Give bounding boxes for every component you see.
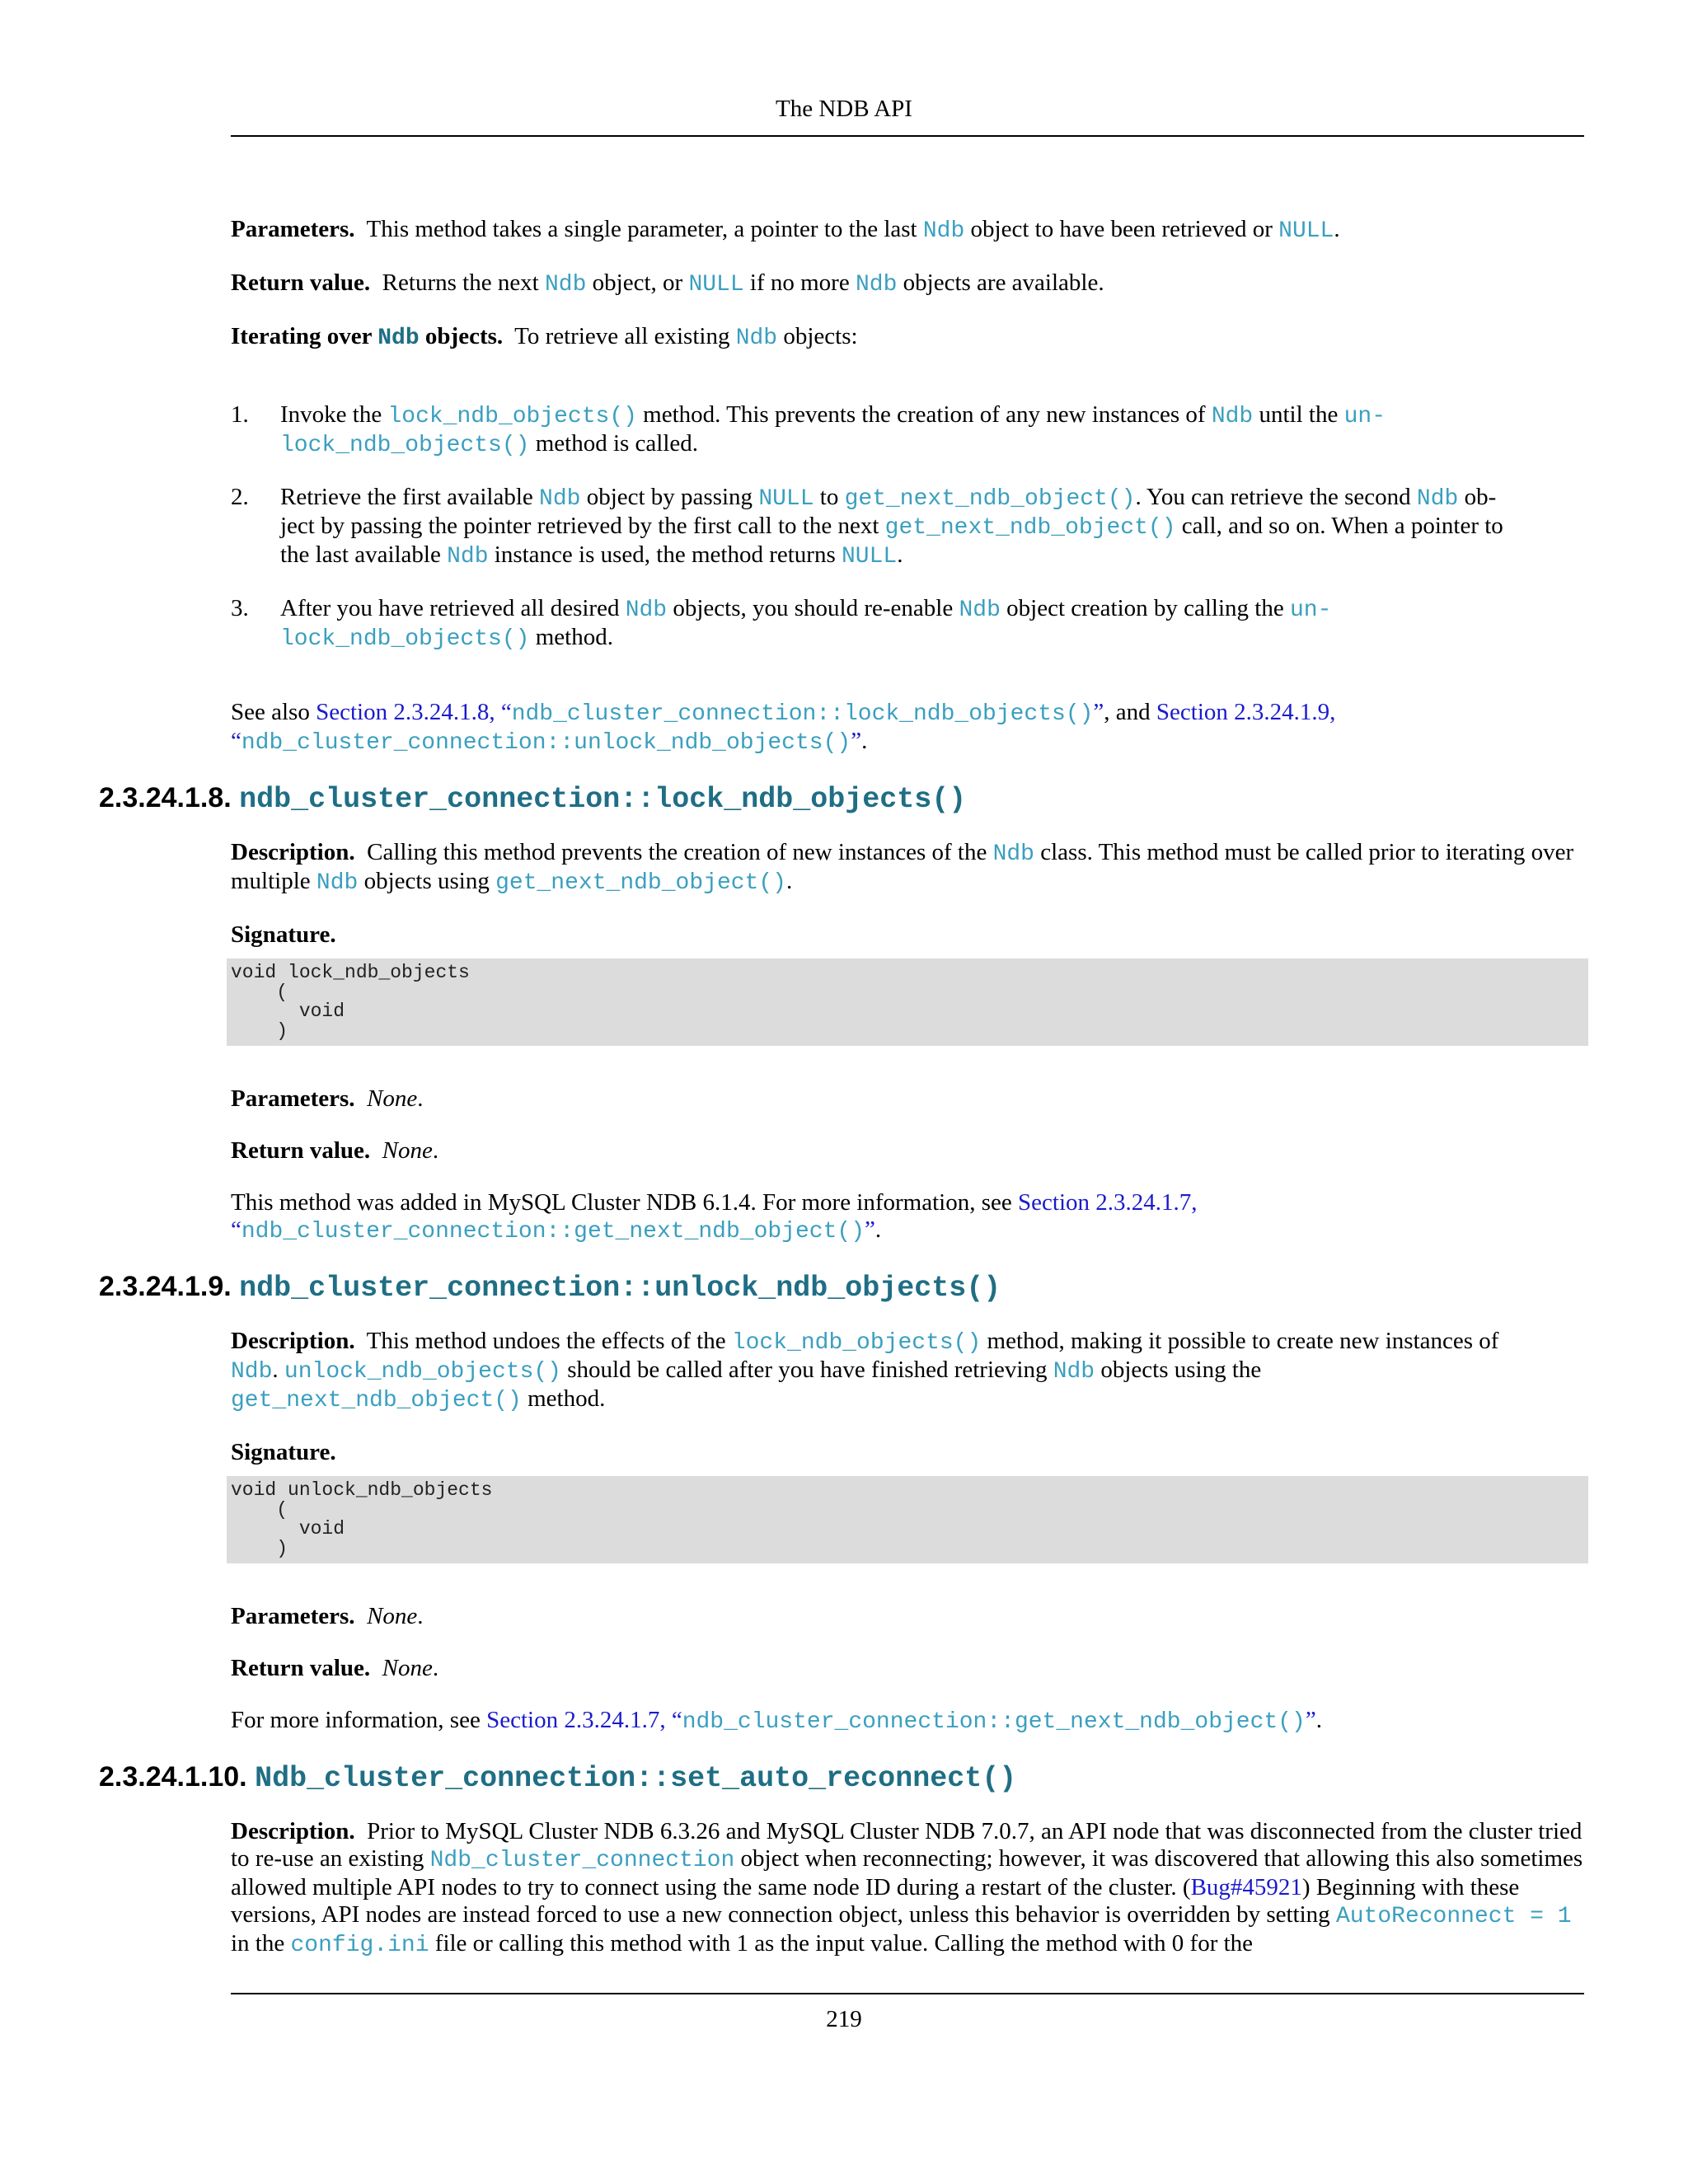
code-ndb: Ndb (922, 218, 965, 244)
description-label: Description. (231, 1328, 355, 1354)
see-also: See also Section 2.3.24.1.8, “ndb_cluster_connection::lock_ndb_objects()”, and Section 2.3.24.1.9, “ndb_cluster_connection::unlock_ndb_objects()”. (231, 699, 1336, 756)
text: . (1334, 216, 1340, 242)
text: objects: (777, 323, 858, 349)
intro-return-value (231, 269, 1584, 298)
text: To retrieve all existing (514, 323, 736, 349)
code-null: NULL (1278, 218, 1334, 244)
description-label: Description. (231, 839, 355, 865)
description-label: Description. (231, 1818, 355, 1844)
page-content (99, 216, 1584, 1984)
footer-rule (231, 1993, 1584, 1994)
lock-info: This method was added in MySQL Cluster NDB 6.1.4. For more information, see Section 2.3.24.1.7, “ndb_cluster_connection::get_next_ndb_object()”. (231, 1189, 1198, 1244)
unlock-parameters: Parameters. None. (231, 1603, 424, 1629)
page-number: 219 (826, 2006, 862, 2032)
list-item: 3. After you have retrieved all desired Ndb objects, you should re-enable Ndb object creation by calling the un- lock_ndb_objects() method. (231, 595, 1332, 652)
lock-signature-code: void lock_ndb_objects ( void ) (227, 958, 1588, 1046)
parameters-label: Parameters. (231, 216, 355, 242)
intro-parameters (231, 216, 1584, 245)
unlock-signature-label: Signature. (231, 1439, 336, 1465)
lock-description: Description. Calling this method prevents the creation of new instances of the Ndb class. This method must be called prior to iterating over multiple Ndb objects using get_next_ndb_object(). (231, 839, 1574, 896)
text: object to have been retrieved or (964, 216, 1279, 242)
text: objects are available. (897, 269, 1104, 296)
link-bug-45921[interactable]: Bug#45921 (1190, 1874, 1302, 1900)
text: Returns the next (382, 269, 545, 296)
list-item: 2. Retrieve the first available Ndb object by passing NULL to get_next_ndb_object(). You can retrieve the second Ndb ob- ject by passing the pointer retrieved by the first call to the next get_next_ndb_object() call, and so on. When a pointer to the last available Ndb instance is used, the method returns NULL. (231, 484, 1503, 569)
code-ndb: Ndb (545, 272, 587, 298)
lock-parameters: Parameters. None. (231, 1085, 424, 1112)
steps-list (231, 401, 1584, 653)
text: This method takes a single parameter, a pointer to the last (366, 216, 923, 242)
unlock-description: Description. This method undoes the effects of the lock_ndb_objects() method, making it possible to create new instances of Ndb. unlock_ndb_objects() should be called after you have finished retrieving Ndb objects using the get_next_ndb_object() method. (231, 1328, 1499, 1413)
text: if no more (743, 269, 856, 296)
code-ndb: Ndb (735, 326, 778, 351)
heading-lock-ndb-objects: 2.3.24.1.8. ndb_cluster_connection::lock_ndb_objects() (99, 782, 967, 816)
list-item: 1. Invoke the lock_ndb_objects() method. This prevents the creation of any new instances of Ndb until the un- lock_ndb_objects() method is called. (231, 401, 1386, 458)
iterating-label: Iterating over Ndb objects. (231, 323, 504, 351)
return-value-label: Return value. (231, 269, 371, 296)
lock-return-value: Return value. None. (231, 1137, 439, 1164)
unlock-return-value: Return value. None. (231, 1655, 439, 1681)
lock-signature-label: Signature. (231, 921, 336, 948)
reconnect-description: Description. Prior to MySQL Cluster NDB 6.3.26 and MySQL Cluster NDB 7.0.7, an API node that was disconnected from the cluster tried to re-use an existing Ndb_cluster_connection object when reconnecting; however, it was discovered that allowing this also sometimes allowed multiple API nodes to try to connect using the same node ID during a restart of the cluster. (Bug#45921) Beginning with these versions, API nodes are instead forced to use a new connection object, unless this behavior is overridden by setting AutoReconnect = 1 in the config.ini file or calling this method with 1 as the input value. Calling the method with 0 for the (231, 1818, 1583, 1958)
code-ndb: Ndb (855, 272, 898, 298)
list-number: 2. (231, 484, 249, 510)
text: object, or (586, 269, 689, 296)
unlock-info: For more information, see Section 2.3.24.1.7, “ndb_cluster_connection::get_next_ndb_object()”. (231, 1707, 1322, 1735)
list-number: 3. (231, 595, 249, 621)
link-section-get-next-ndb-object[interactable]: Section 2.3.24.1.7, “ndb_cluster_connection::get_next_ndb_object()” (486, 1707, 1316, 1735)
page-header: The NDB API (776, 96, 912, 122)
intro-iterating (231, 323, 1584, 352)
link-section-get-next-ndb-object[interactable]: Section 2.3.24.1.7, “ndb_cluster_connection::get_next_ndb_object()” (231, 1189, 1198, 1244)
header-rule (231, 135, 1584, 137)
link-section-lock-ndb-objects[interactable]: Section 2.3.24.1.8, “ndb_cluster_connection::lock_ndb_objects()” (316, 699, 1104, 727)
list-number: 1. (231, 401, 249, 428)
heading-set-auto-reconnect: 2.3.24.1.10. Ndb_cluster_connection::set_auto_reconnect() (99, 1761, 1017, 1795)
heading-unlock-ndb-objects: 2.3.24.1.9. ndb_cluster_connection::unlock_ndb_objects() (99, 1271, 1001, 1305)
code-null: NULL (688, 272, 744, 298)
unlock-signature-code: void unlock_ndb_objects ( void ) (227, 1476, 1588, 1563)
link-section-unlock-ndb-objects[interactable]: Section 2.3.24.1.9, “ndb_cluster_connection::unlock_ndb_objects()” (231, 699, 1336, 756)
